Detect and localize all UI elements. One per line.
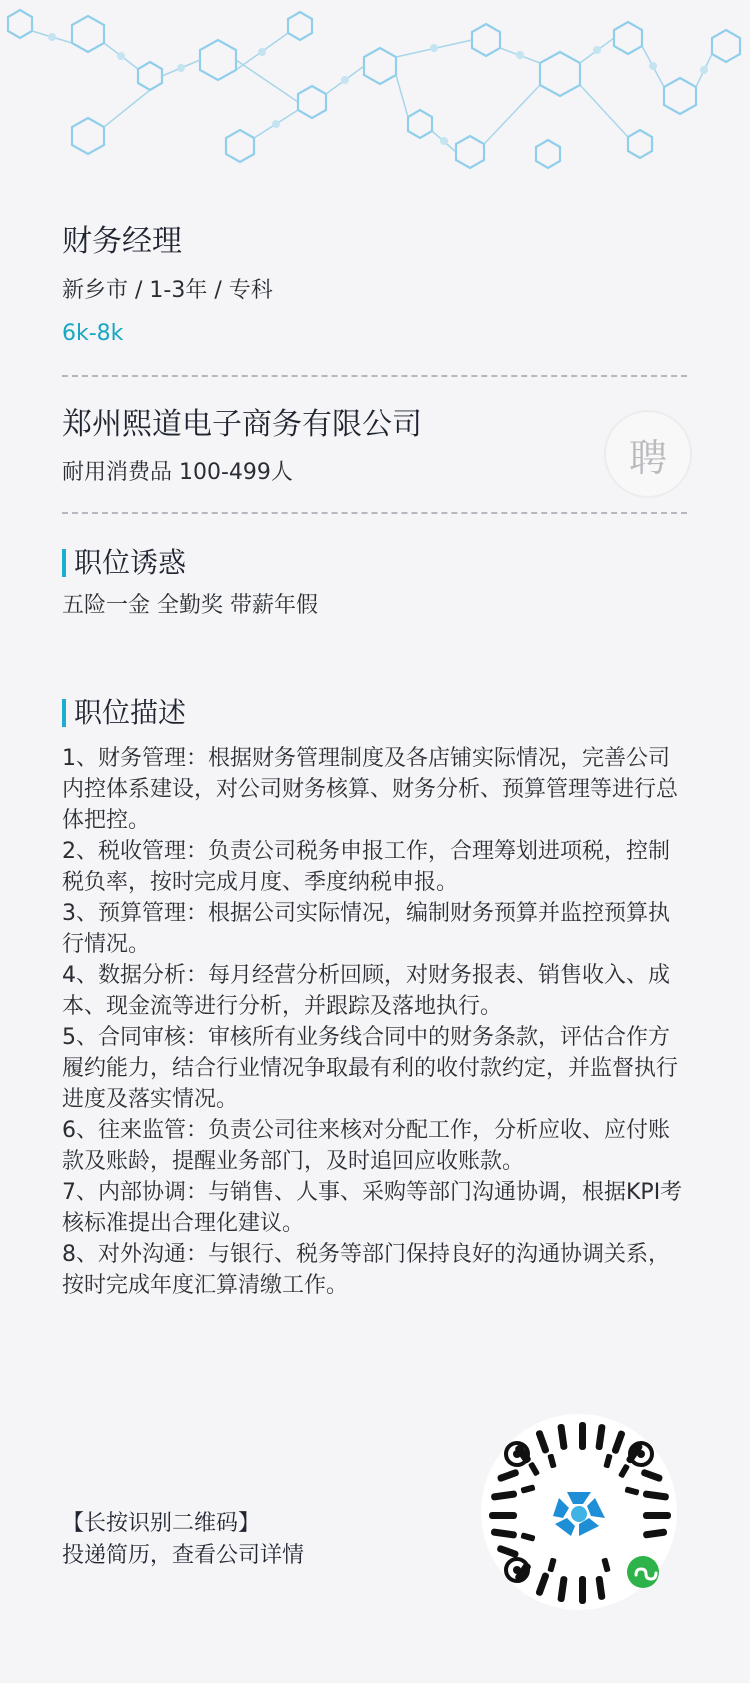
divider [62, 375, 687, 377]
perks-heading [62, 545, 186, 581]
description-item: 2、税收管理：负责公司税务申报工作，合理筹划进项税，控制税负率，按时完成月度、季度纳税申报。 [62, 839, 670, 895]
perks-heading-label: 职位诱惑 [74, 546, 187, 579]
heading-accent-bar [62, 549, 66, 577]
description-item: 6、往来监管：负责公司往来核对分配工作，分析应收、应付账款及账龄，提醒业务部门，及时追回应收账款。 [62, 1118, 670, 1174]
description-item: 4、数据分析：每月经营分析回顾，对财务报表、销售收入、成本、现金流等进行分析，并跟踪及落地执行。 [62, 963, 670, 1019]
perks-text: 五险一金 全勤奖 带薪年假 [62, 593, 318, 618]
description-item: 1、财务管理：根据财务管理制度及各店铺实际情况，完善公司内控体系建设，对公司财务核算、财务分析、预算管理等进行总体把控。 [62, 746, 679, 833]
divider [62, 512, 687, 514]
hiring-seal-icon: 聘 [604, 410, 692, 498]
description-item: 7、内部协调：与销售、人事、采购等部门沟通协调，根据KPI考核标准提出合理化建议。 [62, 1180, 683, 1236]
mini-program-qr-code[interactable] [479, 1412, 679, 1612]
qr-hint-line1: 【长按识别二维码】 [62, 1511, 261, 1536]
job-description [62, 743, 687, 1301]
description-heading [62, 695, 186, 731]
job-title: 财务经理 [62, 224, 182, 259]
qr-hint-line2: 投递简历，查看公司详情 [62, 1543, 305, 1568]
qr-hint [62, 1508, 304, 1572]
company-meta: 耐用消费品 100-499人 [62, 460, 293, 485]
description-item: 8、对外沟通：与银行、税务等部门保持良好的沟通协调关系，按时完成年度汇算清缴工作。 [62, 1242, 670, 1298]
description-heading-label: 职位描述 [74, 696, 187, 729]
job-meta: 新乡市 / 1-3年 / 专科 [62, 278, 273, 303]
salary: 6k-8k [62, 321, 124, 346]
description-item: 3、预算管理：根据公司实际情况，编制财务预算并监控预算执行情况。 [62, 901, 670, 957]
company-name: 郑州熙道电子商务有限公司 [62, 407, 422, 442]
heading-accent-bar [62, 699, 66, 727]
description-item: 5、合同审核：审核所有业务线合同中的财务条款，评估合作方履约能力，结合行业情况争取最有利的收付款约定，并监督执行进度及落实情况。 [62, 1025, 679, 1112]
